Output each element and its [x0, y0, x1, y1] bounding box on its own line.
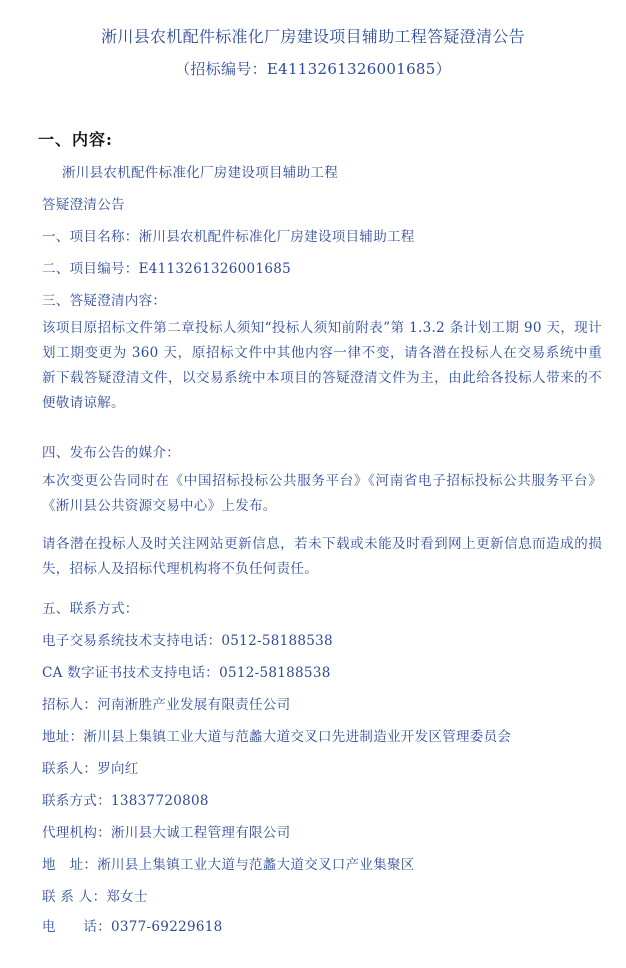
- contact-tenderer-address: 地址：淅川县上集镇工业大道与范蠡大道交叉口先进制造业开发区管理委员会: [42, 729, 512, 745]
- contact-ca-support: CA 数字证书技术支持电话：0512-58188538: [42, 665, 331, 681]
- contact-agency: 代理机构：淅川县大诚工程管理有限公司: [42, 825, 291, 841]
- notice-type: 答疑澄清公告: [42, 197, 125, 213]
- bid-number: （招标编号：E4113261326001685）: [175, 60, 451, 78]
- project-name-line: 淅川县农机配件标准化厂房建设项目辅助工程: [62, 165, 338, 181]
- contact-tenderer-phone: 联系方式：13837720808: [42, 793, 209, 809]
- media-paragraph: 本次变更公告同时在《中国招标投标公共服务平台》《河南省电子招标投标公共服务平台》《淅川县公共资源交易中心》上发布。: [42, 473, 602, 514]
- clarification-paragraph: 该项目原招标文件第二章投标人须知“投标人须知前附表”第 1.3.2 条计划工期 90 天，现计划工期变更为 360 天，原招标文件中其他内容一律不变，请各潜在投标人在交易系统中重新下载答疑澄清文件，以交易系统中本项目的答疑澄清文件为主，由此给各投标人带来的不便敬请谅解。: [42, 320, 602, 411]
- item-contact-heading: 五、联系方式：: [42, 601, 139, 617]
- contact-tech-support: 电子交易系统技术支持电话：0512-58188538: [42, 633, 333, 649]
- contact-tenderer-person: 联系人：罗向红: [42, 761, 139, 777]
- item-project-number: 二、项目编号：E4113261326001685: [42, 261, 291, 277]
- item-media-heading: 四、发布公告的媒介：: [42, 445, 180, 461]
- section-heading: 一、内容:: [38, 130, 113, 149]
- contact-agency-person: 联 系 人：郑女士: [42, 889, 148, 905]
- contact-agency-phone: 电 话：0377-69229618: [42, 919, 223, 935]
- item-clarification-heading: 三、答疑澄清内容：: [42, 293, 167, 309]
- notice-title: 淅川县农机配件标准化厂房建设项目辅助工程答疑澄清公告: [101, 27, 525, 46]
- item-project-name: 一、项目名称：淅川县农机配件标准化厂房建设项目辅助工程: [42, 229, 415, 245]
- warning-paragraph: 请各潜在投标人及时关注网站更新信息，若未下载或未能及时看到网上更新信息而造成的损失，招标人及招标代理机构将不负任何责任。: [42, 536, 602, 577]
- contact-agency-address: 地 址：淅川县上集镇工业大道与范蠡大道交叉口产业集聚区: [42, 857, 415, 873]
- contact-tenderer: 招标人：河南淅胜产业发展有限责任公司: [42, 697, 291, 713]
